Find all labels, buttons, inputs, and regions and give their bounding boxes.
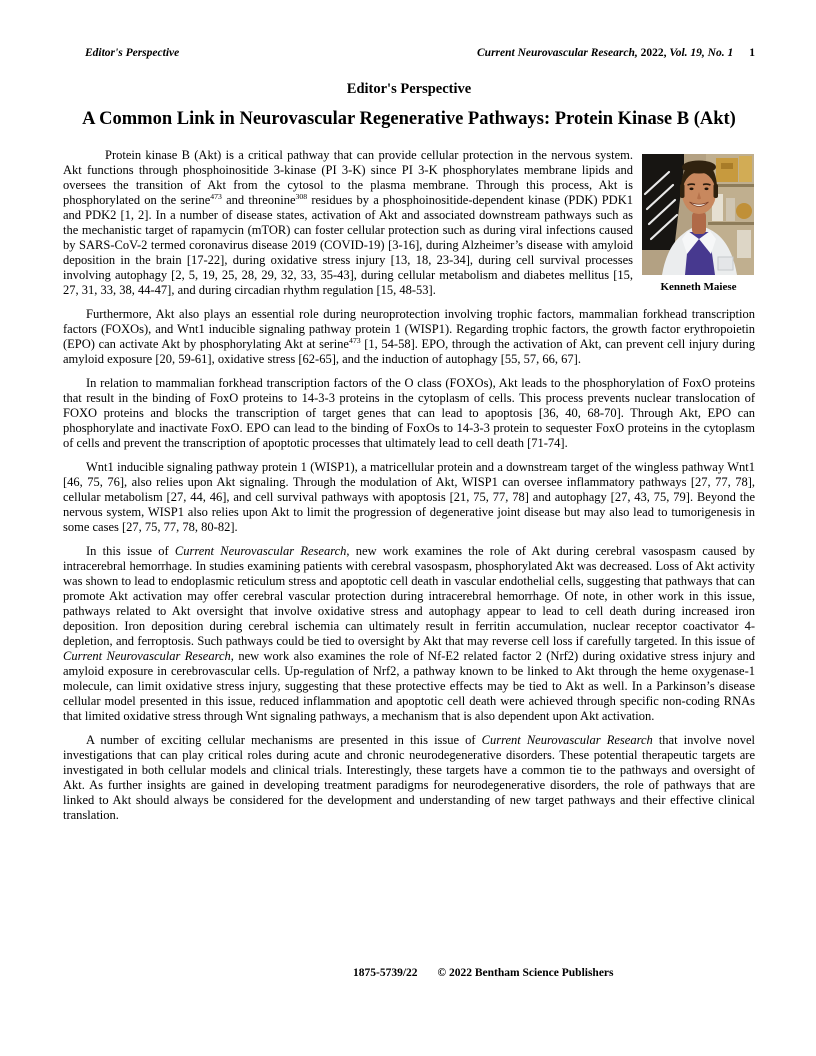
issn-code: 1875-5739/22 [353, 967, 418, 979]
author-photo-image [642, 154, 754, 275]
running-header-left: Editor's Perspective [85, 47, 180, 59]
running-header [63, 47, 755, 60]
author-photo [642, 154, 754, 275]
author-photo-figure [642, 148, 755, 298]
paragraph-5: In this issue of Current Neurovascular Research, new work examines the role of Akt during cerebral vasospasm caused by intracerebral hemorrhage. In studies examining patients with cerebral vasospasm, phosphorylated Akt was decreased. Loss of Akt activity was shown to lead to endoplasmic reticulum stress and apoptotic cell death in vascular endothelial cells, suggesting that pathways that can promote Akt activation may offer cerebral vascular protection during intracerebral hemorrhage. Of note, in other work in this issue, pathways related to Akt oversight that involve oxidative stress and autophagy appear to lead to cell death during increased iron deposition. Iron deposition during cerebral ischemia can ultimately result in ferritin accumulation, nuclear receptor coactivator 4-depletion, and ferroptosis. Such pathways could be tied to oversight by Akt that may reverse cell loss if carefully targeted. In this issue of Current Neurovascular Research, new work also examines the role of Nf-E2 related factor 2 (Nrf2) during oxidative stress injury and amyloid exposure in cerebrovascular cells. Up-regulation of Nrf2, a pathway known to be linked to Akt through the heme oxygenase-1 molecule, can limit oxidative stress injury, suggesting that these protective effects may be tied to Akt as well. In a Parkinson’s disease cellular model presented in this issue, reduced inflammation and apoptotic cell death were achieved through specific non-coding RNAs that limited oxidative stress through Wnt signaling pathways, a mechanism that is also dependent upon Akt activation. [63, 544, 755, 723]
author-photo-caption: Kenneth Maiese [660, 281, 737, 293]
paragraph-4: Wnt1 inducible signaling pathway protein 1 (WISP1), a matricellular protein and a downstream target of the wingless pathway Wnt1 [46, 75, 76], also relies upon Akt signaling. Through the modulation of Akt, WISP1 can oversee inflammatory pathways [27, 77, 78], cellular metabolism [27, 44, 46], and cell survival pathways with apoptosis [21, 75, 77, 78] and autophagy [27, 43, 75, 79]. Beyond the nervous system, WISP1 also relies upon Akt to limit the progression of degenerative joint disease but may also lead to tumorigenesis in some cases [27, 75, 77, 78, 80-82]. [63, 460, 755, 534]
paragraph-6: A number of exciting cellular mechanisms are presented in this issue of Current Neurovascular Research that involve novel investigations that can play critical roles during acute and chronic neurodegenerative disorders. These potential therapeutic targets are investigated in both cellular models and clinical trials. Interestingly, these targets have a common tie to the pathways and oversight of Akt. As further insights are gained in developing treatment paradigms for neurodegenerative disorders, the role of pathways that are linked to Akt should always be considered for the development and understanding of new target pathways and their effective clinical translation. [63, 733, 755, 822]
paragraph-1: Protein kinase B (Akt) is a critical pathway that can provide cellular protection in the nervous system. Akt functions through phosphoinositide 3-kinase (PI 3-K) since PI 3-K phosphorylates membrane lipids and oversees the transition of Akt from the cytosol to the plasma membrane. Through this process, Akt is phosphorylated on the serine$^{473}$ and threonine$^{308}$ residues by a phosphoinositide-dependent kinase (PDK) PDK1 and PDK2 [1, 2]. In a number of disease states, activation of Akt and associated downstream pathways such as the mechanistic target of rapamycin (mTOR) can foster cellular protection such as during viral infections caused by SARS-CoV-2 termed coronavirus disease 2019 (COVID-19) [3-16], during Alzheimer’s disease with amyloid deposition in the brain [17-22], during oxidative stress injury [13, 18, 23-34], during cell survival processes involving autophagy [2, 5, 19, 25, 28, 29, 32, 33, 35-43], during cellular metabolism and diabetes mellitus [15, 27, 31, 33, 38, 44-47], and during circadian rhythm regulation [15, 48-53]. [63, 148, 633, 297]
paragraph-3: In relation to mammalian forkhead transcription factors of the O class (FOXOs), Akt leads to the phosphorylation of FoxO proteins that result in the binding of FoxO proteins to 14-3-3 proteins in the cytoplasm of cells. This process prevents nuclear translocation of FOXO proteins and blocks the transcription of target genes that can lead to apoptosis [36, 40, 68-70]. Through Akt, EPO can phosphorylate and inactivate FoxO. EPO can lead to the binding of FoxOs to 14-3-3 protein to sequester FoxO proteins in the cytoplasm of cells and prevent the transcription of apoptotic processes that ultimately lead to cell death [71-74]. [63, 376, 755, 450]
page-footer [353, 967, 614, 979]
article-title: A Common Link in Neurovascular Regenerative Pathways: Protein Kinase B (Akt) [82, 109, 736, 129]
paragraph-2: Furthermore, Akt also plays an essential role during neuroprotection involving trophic factors, mammalian forkhead transcription factors (FOXOs), and Wnt1 inducible signaling pathway protein 1 (WISP1). Regarding trophic factors, the growth factor erythropoietin (EPO) can activate Akt by phosphorylating Akt at serine$^{473}$ [1, 54-58]. EPO, through the activation of Akt, can prevent cell injury during amyloid exposure [20, 59-61], oxidative stress [62-65], and the induction of autophagy [55, 57, 66, 67]. [63, 307, 755, 366]
lead-section [63, 148, 755, 298]
section-label: Editor's Perspective [346, 81, 472, 97]
running-header-right: Current Neurovascular Research, 2022, Vol. 19, No. 1 1 [477, 47, 755, 59]
copyright-notice: © 2022 Bentham Science Publishers [437, 967, 614, 979]
